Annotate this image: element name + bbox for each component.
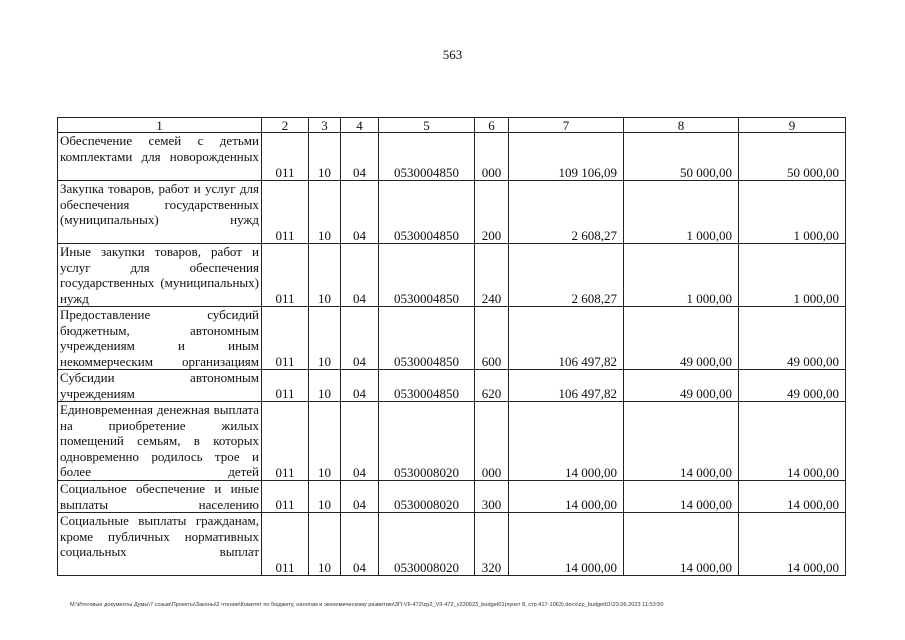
row-subsection: 04 <box>341 307 379 370</box>
header-col-6: 6 <box>475 118 509 133</box>
row-expense-type: 000 <box>475 133 509 181</box>
row-name: Предоставление субсидий бюджетным, автономным учреждениям и иным некоммерческим организациям <box>58 307 262 370</box>
page-number: 563 <box>442 47 463 62</box>
row-ministry-code: 011 <box>262 133 309 181</box>
row-subsection: 04 <box>341 181 379 244</box>
row-target-code: 0530008020 <box>379 481 475 513</box>
row-name: Иные закупки товаров, работ и услуг для обеспечения государственных (муниципальных) нужд <box>58 244 262 307</box>
row-name: Социальное обеспечение и иные выплаты населению <box>58 481 262 513</box>
row-amount-col8: 1 000,00 <box>624 181 739 244</box>
row-amount-col7: 109 106,09 <box>509 133 624 181</box>
row-amount-col7: 14 000,00 <box>509 402 624 481</box>
budget-table <box>57 117 846 576</box>
row-amount-col7: 2 608,27 <box>509 244 624 307</box>
row-expense-type: 300 <box>475 481 509 513</box>
row-amount-col7: 14 000,00 <box>509 481 624 513</box>
row-section: 10 <box>309 402 341 481</box>
row-subsection: 04 <box>341 370 379 402</box>
row-amount-col9: 1 000,00 <box>739 244 846 307</box>
row-target-code: 0530008020 <box>379 402 475 481</box>
row-target-code: 0530004850 <box>379 244 475 307</box>
table-row <box>58 370 846 402</box>
row-amount-col9: 14 000,00 <box>739 402 846 481</box>
row-ministry-code: 011 <box>262 370 309 402</box>
table-row <box>58 133 846 181</box>
row-target-code: 0530004850 <box>379 133 475 181</box>
row-amount-col7: 106 497,82 <box>509 307 624 370</box>
row-subsection: 04 <box>341 133 379 181</box>
row-amount-col8: 14 000,00 <box>624 481 739 513</box>
row-subsection: 04 <box>341 513 379 576</box>
row-section: 10 <box>309 244 341 307</box>
row-target-code: 0530004850 <box>379 181 475 244</box>
row-amount-col9: 49 000,00 <box>739 307 846 370</box>
row-target-code: 0530004850 <box>379 370 475 402</box>
row-section: 10 <box>309 181 341 244</box>
header-col-2: 2 <box>262 118 309 133</box>
row-amount-col8: 49 000,00 <box>624 307 739 370</box>
row-expense-type: 000 <box>475 402 509 481</box>
row-expense-type: 620 <box>475 370 509 402</box>
header-col-4: 4 <box>341 118 379 133</box>
row-name: Субсидии автономным учреждениям <box>58 370 262 402</box>
header-col-1: 1 <box>58 118 262 133</box>
row-name: Социальные выплаты гражданам, кроме публичных нормативных социальных выплат <box>58 513 262 576</box>
row-amount-col8: 1 000,00 <box>624 244 739 307</box>
row-section: 10 <box>309 513 341 576</box>
row-amount-col9: 14 000,00 <box>739 513 846 576</box>
row-amount-col7: 106 497,82 <box>509 370 624 402</box>
row-expense-type: 600 <box>475 307 509 370</box>
row-ministry-code: 011 <box>262 307 309 370</box>
header-col-3: 3 <box>309 118 341 133</box>
row-section: 10 <box>309 481 341 513</box>
row-expense-type: 200 <box>475 181 509 244</box>
row-amount-col9: 50 000,00 <box>739 133 846 181</box>
header-col-9: 9 <box>739 118 846 133</box>
row-amount-col9: 1 000,00 <box>739 181 846 244</box>
row-amount-col8: 49 000,00 <box>624 370 739 402</box>
table-row <box>58 402 846 481</box>
table-row <box>58 307 846 370</box>
row-section: 10 <box>309 370 341 402</box>
row-subsection: 04 <box>341 244 379 307</box>
table-header-row <box>58 118 846 133</box>
row-amount-col9: 49 000,00 <box>739 370 846 402</box>
row-name: Единовременная денежная выплата на приобретение жилых помещений семьям, в которых одновременно родилось трое и более детей <box>58 402 262 481</box>
header-col-5: 5 <box>379 118 475 133</box>
row-expense-type: 320 <box>475 513 509 576</box>
row-amount-col8: 14 000,00 <box>624 513 739 576</box>
row-target-code: 0530004850 <box>379 307 475 370</box>
row-section: 10 <box>309 307 341 370</box>
table-row <box>58 481 846 513</box>
row-ministry-code: 011 <box>262 481 309 513</box>
table-row <box>58 513 846 576</box>
header-col-8: 8 <box>624 118 739 133</box>
row-name: Обеспечение семей с детьми комплектами для новорожденных <box>58 133 262 181</box>
table-row <box>58 181 846 244</box>
row-ministry-code: 011 <box>262 513 309 576</box>
row-ministry-code: 011 <box>262 181 309 244</box>
row-amount-col8: 14 000,00 <box>624 402 739 481</box>
row-ministry-code: 011 <box>262 244 309 307</box>
row-amount-col9: 14 000,00 <box>739 481 846 513</box>
row-amount-col7: 2 608,27 <box>509 181 624 244</box>
row-subsection: 04 <box>341 481 379 513</box>
row-subsection: 04 <box>341 402 379 481</box>
row-amount-col8: 50 000,00 <box>624 133 739 181</box>
row-section: 10 <box>309 133 341 181</box>
row-expense-type: 240 <box>475 244 509 307</box>
row-name: Закупка товаров, работ и услуг для обеспечения государственных (муниципальных) нужд <box>58 181 262 244</box>
row-amount-col7: 14 000,00 <box>509 513 624 576</box>
row-ministry-code: 011 <box>262 402 309 481</box>
table-row <box>58 244 846 307</box>
header-col-7: 7 <box>509 118 624 133</box>
row-target-code: 0530008020 <box>379 513 475 576</box>
file-path-footer: M:\Итоговые документы Думы\7 созыв\Проекты\Законы\2 чтение\Комитет по бюджету, налогам и экономическому развитию\ЗП-VII-472\zp2_VII-472_v230623_budget01(пункт 8, стр.417-1063).docx\zp_budget01\23.06.2023 11:53:50 <box>70 602 664 608</box>
